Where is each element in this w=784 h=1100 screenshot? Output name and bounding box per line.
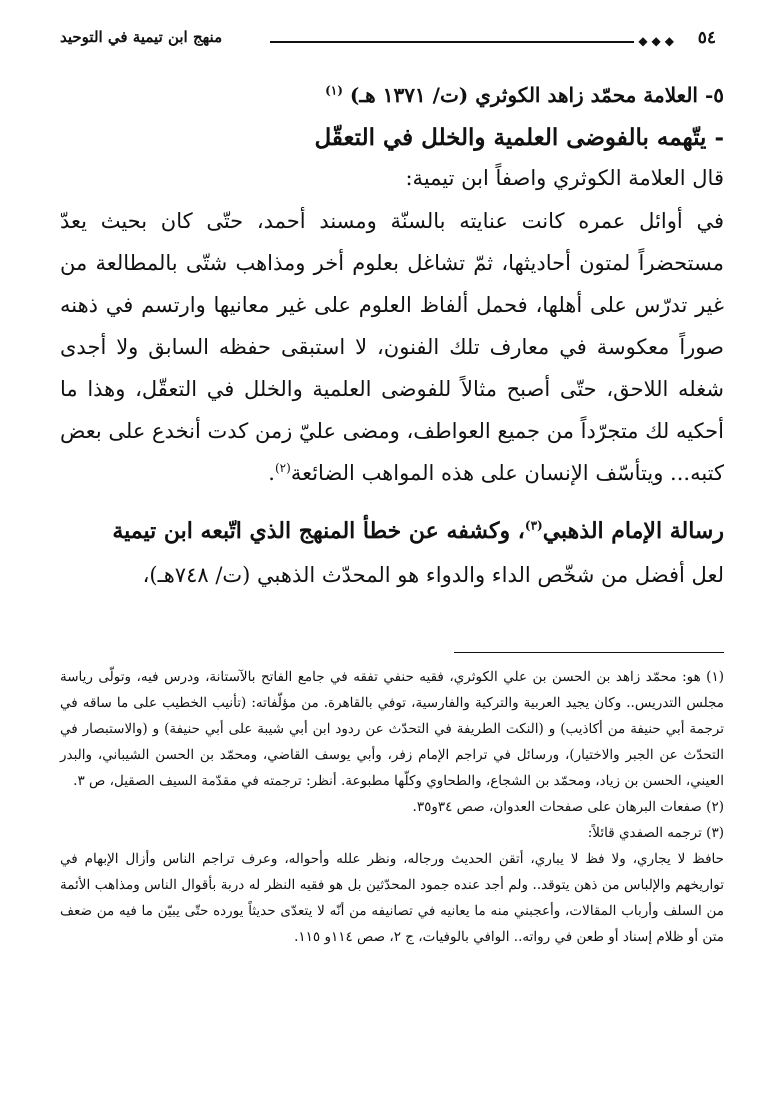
footnote-ref-3: (٣) xyxy=(524,518,543,533)
running-title: منهج ابن تيمية في التوحيد xyxy=(60,28,223,46)
heading-part-a: رسالة الإمام الذهبي xyxy=(542,518,724,544)
footnote-ref-2: (٢) xyxy=(274,461,291,475)
page-number: ٥٤ xyxy=(697,28,716,48)
intro-line: قال العلامة الكوثري واصفاً ابن تيمية: xyxy=(405,166,724,190)
footnote-ref-1: (١) xyxy=(325,83,343,98)
main-text xyxy=(60,78,724,596)
section-heading-dhahabi xyxy=(60,508,724,554)
running-header xyxy=(60,28,724,64)
quote-text: في أوائل عمره كانت عنايته بالسنّة ومسند أحمد، حتّى كان بحيث يعدّ مستحضراً لمتون أحاديثها، ثمّ تشاغل بعلوم أخر ومذاهب شتّى بالمطالعة من غير تدرّس على أهلها، فحمل ألفاظ العلوم على غير معانيها وارتسم في ذهنه صوراً معكوسة في معارف تلك الفنون، لا استبقى حفظه السابق ولا أجدى شغله اللاحق، حتّى أصبح مثالاً للفوضى العلمية والخلل في التعقّل، وهذا ما أحكيه لك متجرّداً من جميع العواطف، ومضى عليّ زمن كدت أنخدع على بعض كتبه... ويتأسّف الإنسان على هذه المواهب الضائعة xyxy=(59,209,724,485)
quote-end: . xyxy=(268,461,275,485)
quote-paragraph xyxy=(60,200,724,494)
section-title xyxy=(60,78,724,112)
footnote-2: (٢) صفعات البرهان على صفحات العدوان، صص ٣٤و٣٥. xyxy=(412,799,724,815)
heading-part-b: ، وكشفه عن خطأ المنهج الذي اتّبعه ابن تيمية xyxy=(112,518,525,544)
footnote-3: (٣) ترجمه الصفدي قائلاً: xyxy=(587,825,724,841)
footnote-1: (١) هو: محمّد زاهد بن الحسن بن علي الكوثري، فقيه حنفي تفقه في جامع الفاتح بالآستانة، ودرس فيه، وتولّى رياسة مجلس التدريس.. وكان يجيد العربية والتركية والفارسية، توفي بالقاهرة. من مؤلّفاته: (تأنيب الخطيب على ما ساقه في ترجمة أبي حنيفة من أكاذيب) و (النكت الطريفة في التحدّث عن ردود ابن أبي شيبة على أبي حنيفة) و (والاستبصار في التحدّث عن الجبر والاختيار)، ورسائل في تراجم الإمام زفر، وأبي يوسف القاضي، ومحمّد بن الحسن الشيباني، والبدر العيني، الحسن بن زياد، ومحمّد بن الشجاع، والطحاوي وكلّها مطبوعة. أنظر: ترجمته في مقدّمة السيف الصقيل، ص ٣. xyxy=(60,669,724,789)
footnote-separator xyxy=(454,652,724,653)
header-rule xyxy=(270,34,678,48)
subheading: - يتّهمه بالفوضى العلمية والخلل في التعقّل xyxy=(314,124,724,151)
footnotes xyxy=(60,664,724,950)
closing-line: لعل أفضل من شخّص الداء والدواء هو المحدّث الذهبي (ت/ ٧٤٨هـ)، xyxy=(142,563,724,587)
ornament-diamonds: ◆◆◆ xyxy=(634,34,678,48)
section-title-text: ٥- العلامة محمّد زاهد الكوثري (ت/ ١٣٧١ هـ) xyxy=(349,83,724,107)
footnote-3-quote: حافظ لا يجاري، ولا فظ لا يباري، أتقن الحديث ورجاله، ونظر علله وأحواله، وعرف تراجم الناس وأزال الإبهام في تواريخهم والإلباس من ذهن يتوقد.. ولم أجد عنده جمود المحدّثين بل هو فقيه النظر له دربة بأقوال الناس ومذاهب الأئمة من السلف وأرباب المقالات، وأعجبني منه ما يعانيه في تصانيفه من أنّه لا يتعدّى حديثاً يورده حتّى يبيّن ما فيه من ضعف متن أو ظلام إسناد أو طعن في رواته.. الوافي بالوفيات، ج ٢، صص ١١٤و ١١٥. xyxy=(60,851,724,945)
